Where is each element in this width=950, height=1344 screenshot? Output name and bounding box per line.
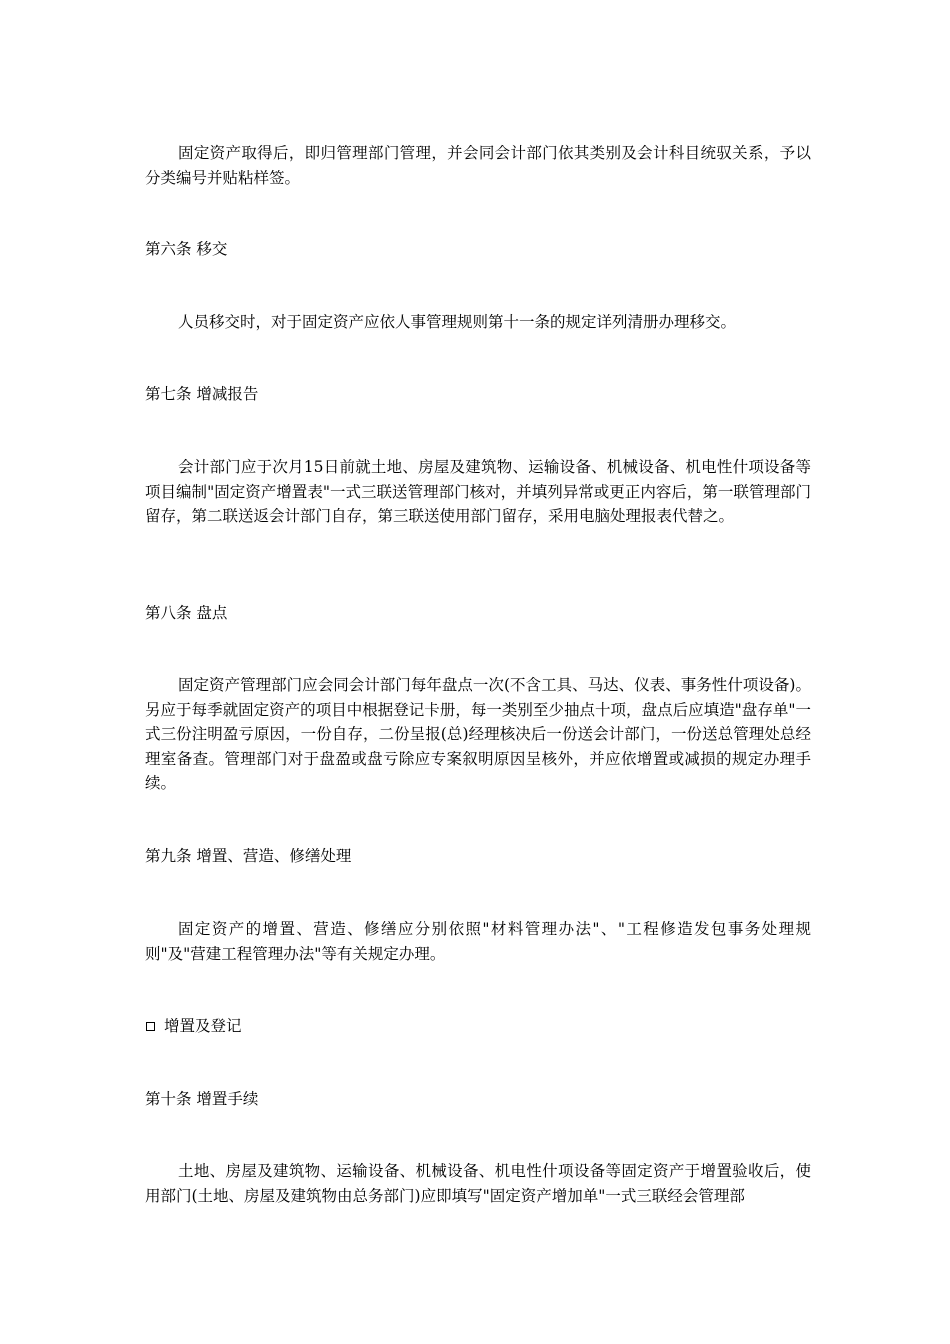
paragraph-inventory: 固定资产管理部门应会同会计部门每年盘点一次(不含工具、马达、仪表、事务性什项设备)。另应于每季就固定资产的项目中根据登记卡册，每一类别至少抽点十项，盘点后应填造"盘存单"一式三份注明盈亏原因，一份自存，二份呈报(总)经理核决后一份送会计部门，一份送总管理处总经理室备查。管理部门对于盘盈或盘亏除应专案叙明原因呈核外，并应依增置或减损的规定办理手续。 [145, 676, 811, 792]
article-9-heading: 第九条 增置、营造、修缮处理 [145, 847, 352, 865]
paragraph-construction: 固定资产的增置、营造、修缮应分别依照"材料管理办法"、"工程修造发包事务处理规则"及"营建工程管理办法"等有关规定办理。 [145, 920, 811, 963]
paragraph-change-report: 会计部门应于次月15日前就土地、房屋及建筑物、运输设备、机械设备、机电性什项设备等项目编制"固定资产增置表"一式三联送管理部门核对，并填列异常或更正内容后，第一联管理部门留存，第二联送返会计部门自存，第三联送使用部门留存，采用电脑处理报表代替之。 [145, 458, 811, 525]
article-6-heading: 第六条 移交 [145, 240, 228, 258]
paragraph-acquisition: 固定资产取得后，即归管理部门管理，并会同会计部门依其类别及会计科目统驭关系，予以分类编号并贴粘样签。 [145, 144, 811, 187]
article-10-heading: 第十条 增置手续 [145, 1090, 259, 1108]
paragraph-addition-procedure: 土地、房屋及建筑物、运输设备、机械设备、机电性什项设备等固定资产于增置验收后，使用部门(土地、房屋及建筑物由总务部门)应即填写"固定资产增加单"一式三联经会管理部 [145, 1162, 811, 1205]
section-heading [145, 1014, 242, 1039]
square-bullet-icon [146, 1022, 155, 1031]
article-8-heading: 第八条 盘点 [145, 604, 228, 622]
article-7-heading: 第七条 增减报告 [145, 385, 259, 403]
paragraph-handover: 人员移交时，对于固定资产应依人事管理规则第十一条的规定详列清册办理移交。 [178, 313, 737, 331]
section-heading-label: 增置及登记 [164, 1017, 242, 1035]
